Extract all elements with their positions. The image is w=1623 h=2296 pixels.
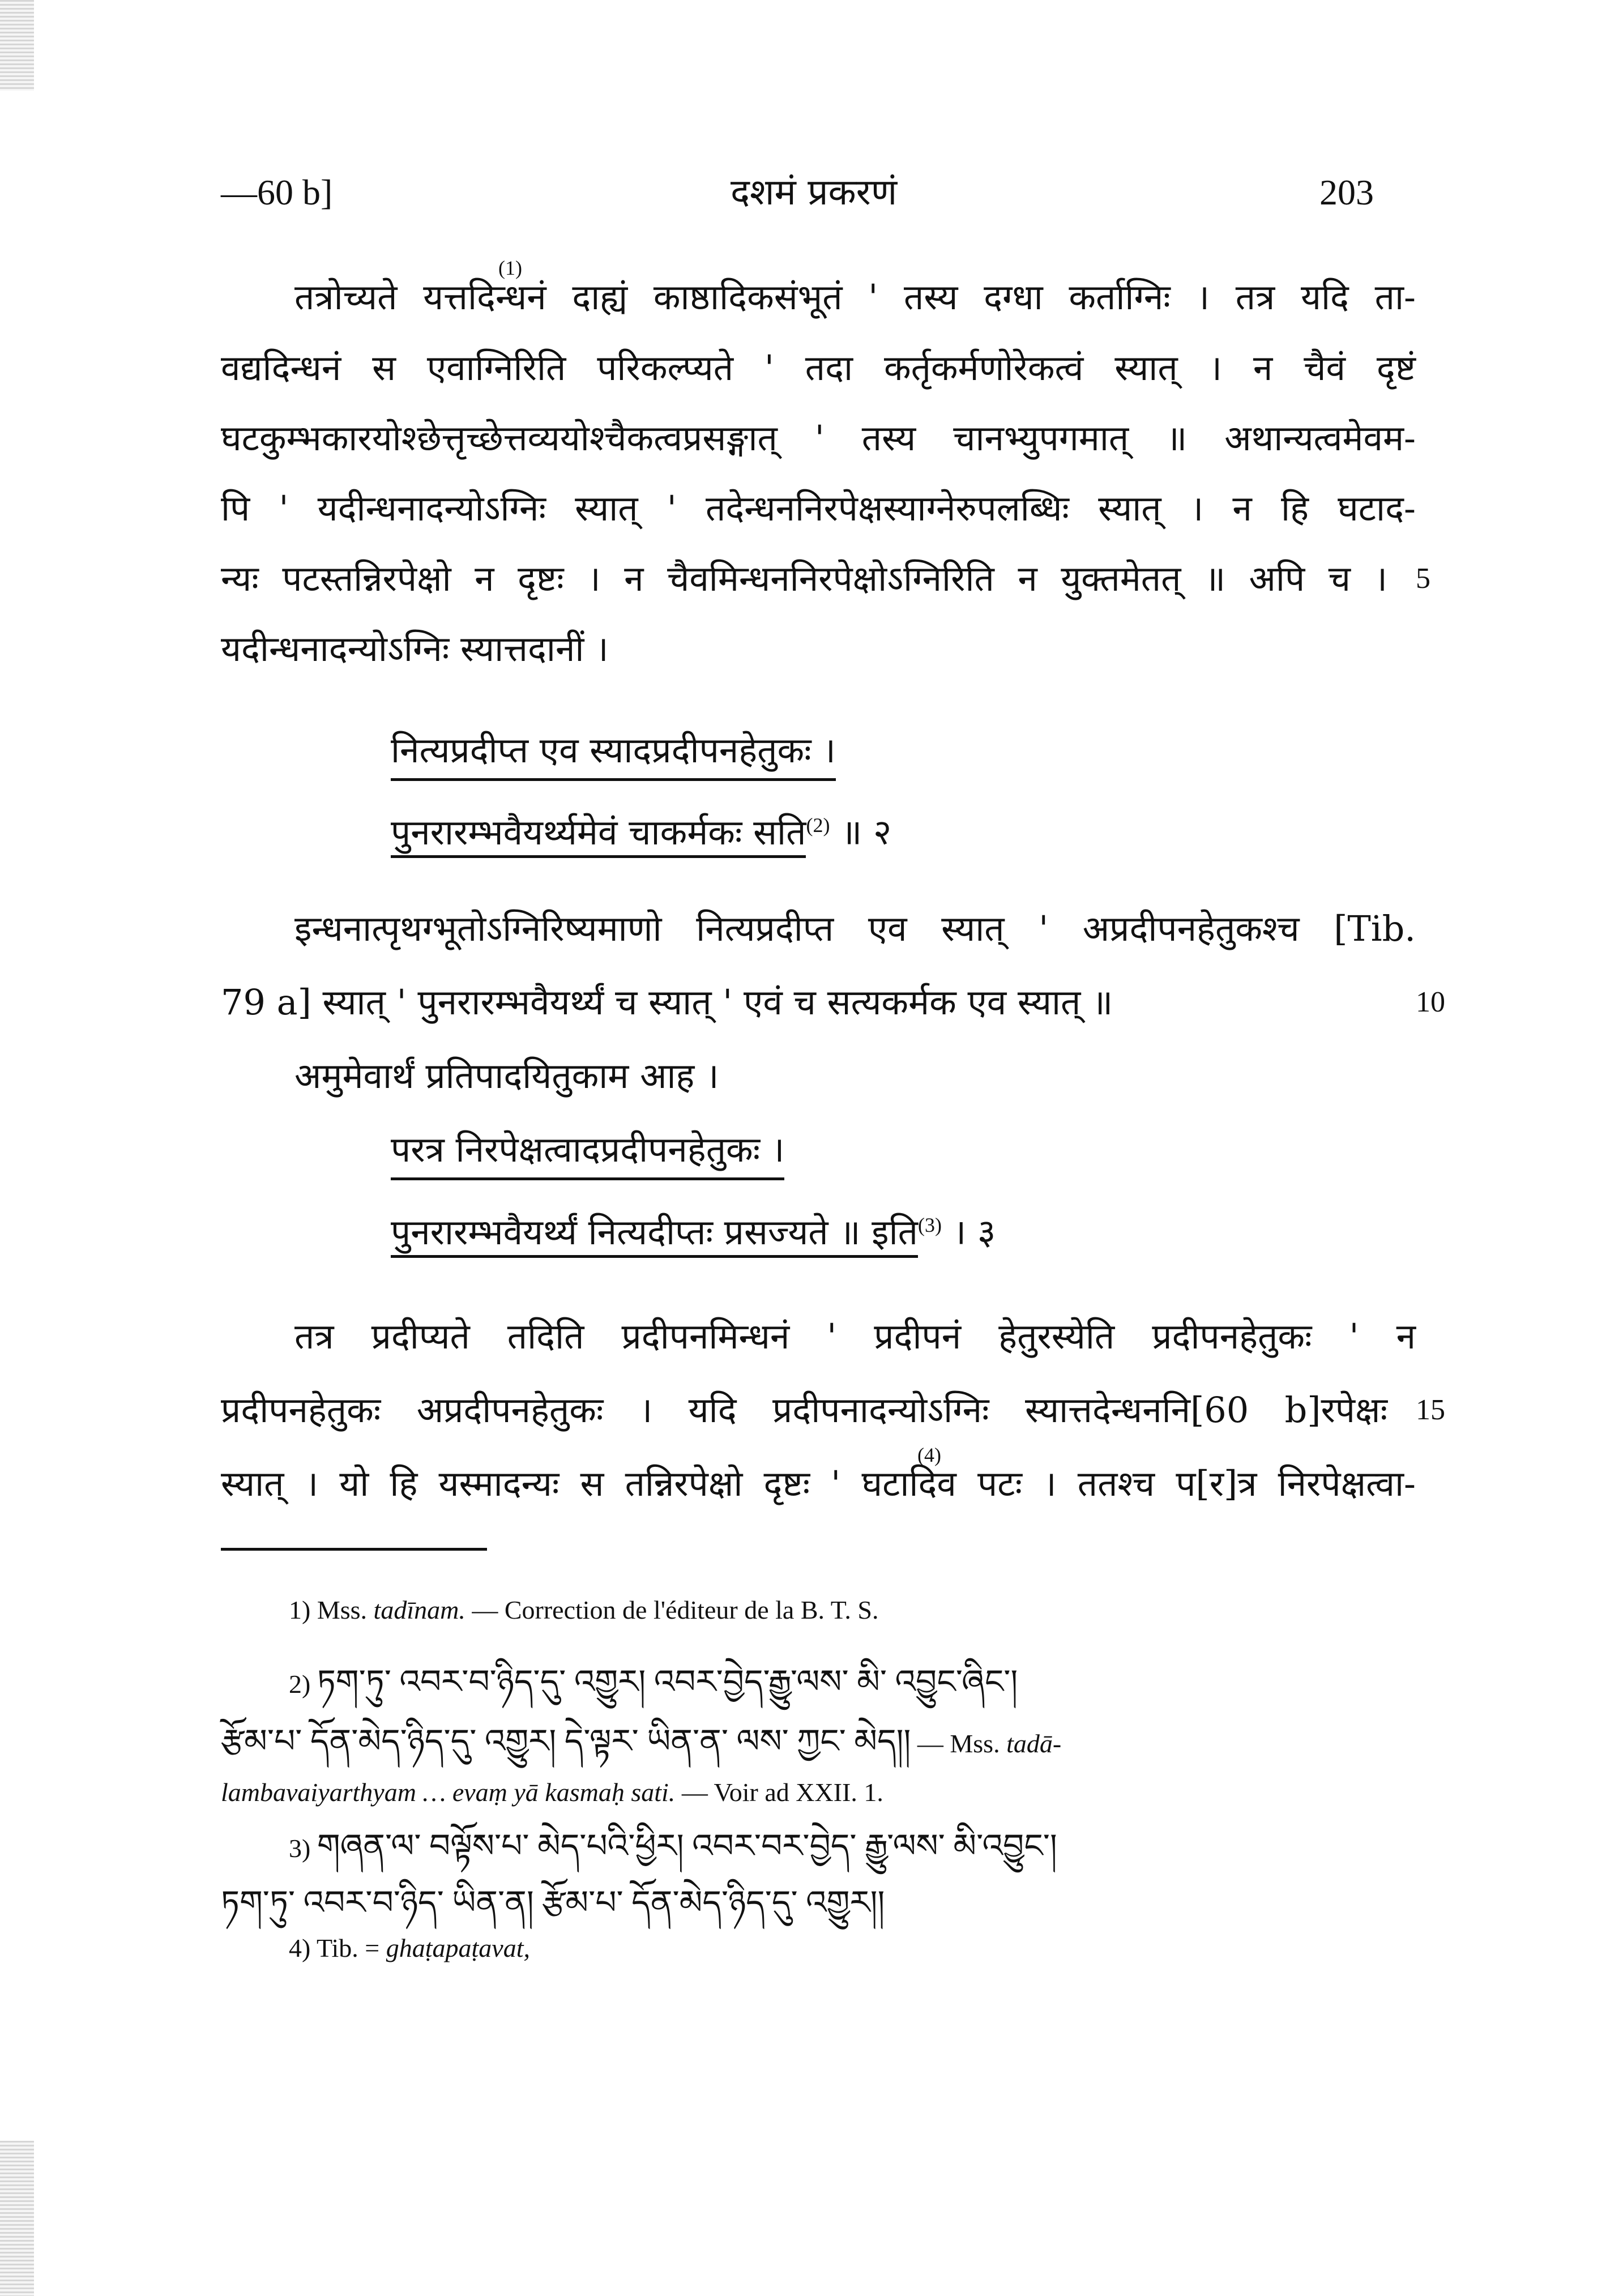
footnote-separator [221, 1548, 487, 1551]
footnote-1 [289, 1590, 1416, 1630]
footnote-marker: (2) [806, 814, 830, 837]
footnote-marker: (3) [918, 1214, 942, 1236]
footnote-number: 1) [289, 1595, 311, 1624]
footnote-italic: ghaṭapaṭavat, [386, 1934, 530, 1962]
tibetan-text: གཞན་ལ་ བལྟོས་པ་ མེད་པའི་ཕྱིར། འབར་བར་བྱེད་ རྒྱུ་ལས་ མི་འབྱུང་། [317, 1828, 1057, 1864]
scan-edge-top [0, 0, 34, 91]
footnote-number: 4) [289, 1934, 311, 1962]
text-line: इन्धनात्पृथग्भूतोऽग्निरिष्यमाणो नित्यप्रदीप्त एव स्यात् ' अप्रदीपनहेतुकश्च [Tib. [294, 908, 1416, 949]
verse-line: पुनरारम्भवैयर्थ्यमेवं चाकर्मकः सति [391, 812, 806, 858]
line-number: 10 [1416, 986, 1445, 1018]
verse-number: ॥ २ [841, 811, 892, 853]
footnote-text: Mss. [317, 1595, 368, 1624]
text-line: घटकुम्भकारयोश्छेत्तृच्छेत्तव्ययोश्चैकत्वप्रसङ्गात् ' तस्य चानभ्युपगमात् ॥ अथान्यत्वमेवम- [221, 417, 1416, 459]
verse-line-group [391, 800, 891, 858]
text-line: न्यः पटस्तन्निरपेक्षो न दृष्टः । न चैवमिन्धननिरपेक्षोऽग्निरिति न युक्तमेतत् ॥ अपि च । [221, 558, 1387, 599]
text-line: 79 a] स्यात् ' पुनरारम्भवैयर्थ्यं च स्यात् ' एवं च सत्यकर्मक एव स्यात् ॥ [221, 981, 1113, 1023]
text-line: यदीन्धनादन्योऽग्निः स्यात्तदानीं । [221, 628, 609, 669]
footnote-number: 3) [289, 1834, 311, 1863]
text-line: तत्रोच्यते यत्तदिन्धनं दाह्यं काष्ठादिकसंभूतं ' तस्य दग्धा कर्ताग्निः । तत्र यदि ता- [294, 276, 1416, 318]
scan-edge-bottom [0, 2141, 34, 2296]
tibetan-text: ཏག་ཏུ་ འབར་བ་ཉིད་ ཡིན་ན། རྩོམ་པ་ དོན་མེད་ཉིད་དུ་ འགྱུར།། [221, 1884, 885, 1921]
line-number: 15 [1416, 1394, 1445, 1426]
text-line: पि ' यदीन्धनादन्योऽग्निः स्यात् ' तदेन्धननिरपेक्षस्याग्नेरुपलब्धिः स्यात् । न हि घटाद- [221, 488, 1416, 529]
verse-line: पुनरारम्भवैयर्थ्यं नित्यदीप्तः प्रसज्यते ॥ इति [391, 1211, 918, 1258]
verse-line: परत्र निरपेक्षत्वादप्रदीपनहेतुकः । [391, 1124, 784, 1180]
text-line: वद्यदिन्धनं स एवाग्निरिति परिकल्प्यते ' तदा कर्तृकर्मणोरेकत्वं स्यात् । न चैवं दृष्टं [221, 347, 1416, 389]
footnote-number: 2) [289, 1670, 311, 1698]
footnote-italic: tadīnam. [373, 1595, 465, 1624]
footnote-marker: (4) [917, 1444, 941, 1466]
line-number: 5 [1416, 562, 1430, 595]
footnote-text: Tib. = [317, 1934, 380, 1962]
footnote-3-line-1 [289, 1826, 1416, 1868]
verse-line: नित्यप्रदीप्त एव स्यादप्रदीपनहेतुकः । [391, 725, 836, 781]
footnote-4 [289, 1928, 1416, 1968]
footnote-text: — Mss. [917, 1729, 1000, 1758]
footnote-text: — Correction de l'éditeur de la B. T. S. [472, 1595, 879, 1624]
footnote-2-line-2 [221, 1722, 1416, 1764]
footnote-italic: lambavaiyarthyam … evaṃ yā kasmaḥ sati. [221, 1778, 676, 1807]
footnote-2-line-3 [221, 1773, 1416, 1812]
text-line: स्यात् । यो हि यस्मादन्यः स तन्निरपेक्षो दृष्टः ' घटादिव पटः । ततश्च प[र]त्र निरपेक्षत्वा- [221, 1463, 1416, 1504]
text-line: प्रदीपनहेतुकः अप्रदीपनहेतुकः । यदि प्रदीपनादन्योऽग्निः स्यात्तदेन्धननि[60 b]रपेक्षः [221, 1389, 1387, 1431]
text-line: अमुमेवार्थं प्रतिपादयितुकाम आह । [294, 1055, 719, 1096]
text-line: तत्र प्रदीप्यते तदिति प्रदीपनमिन्धनं ' प्रदीपनं हेतुरस्येति प्रदीपनहेतुकः ' न [294, 1316, 1416, 1357]
footnote-2-line-1 [289, 1662, 1416, 1704]
tibetan-text: ཏག་ཏུ་ འབར་བ་ཉིད་དུ་ འགྱུར། འབར་བྱེད་རྒྱུ་ལས་ མི་ འབྱུང་ཞིང་། [317, 1663, 1018, 1700]
header-title: दशमं प्रकरणं [731, 172, 898, 214]
verse-number: । ३ [953, 1211, 996, 1253]
footnote-text: — Voir ad XXII. 1. [681, 1778, 883, 1807]
page-number: 203 [1319, 172, 1374, 212]
footnote-italic: tadā- [1006, 1729, 1062, 1758]
verse-line-group [391, 1200, 996, 1258]
footnote-3-line-2 [221, 1883, 1416, 1925]
footnote-marker: (1) [498, 257, 522, 279]
header-left: —60 b] [221, 172, 333, 212]
tibetan-text: རྩོམ་པ་ དོན་མེད་ཉིད་དུ་ འགྱུར། དེ་ལྟར་ ཡིན་ན་ ལས་ ཀྱང་ མེད།། [221, 1723, 911, 1760]
